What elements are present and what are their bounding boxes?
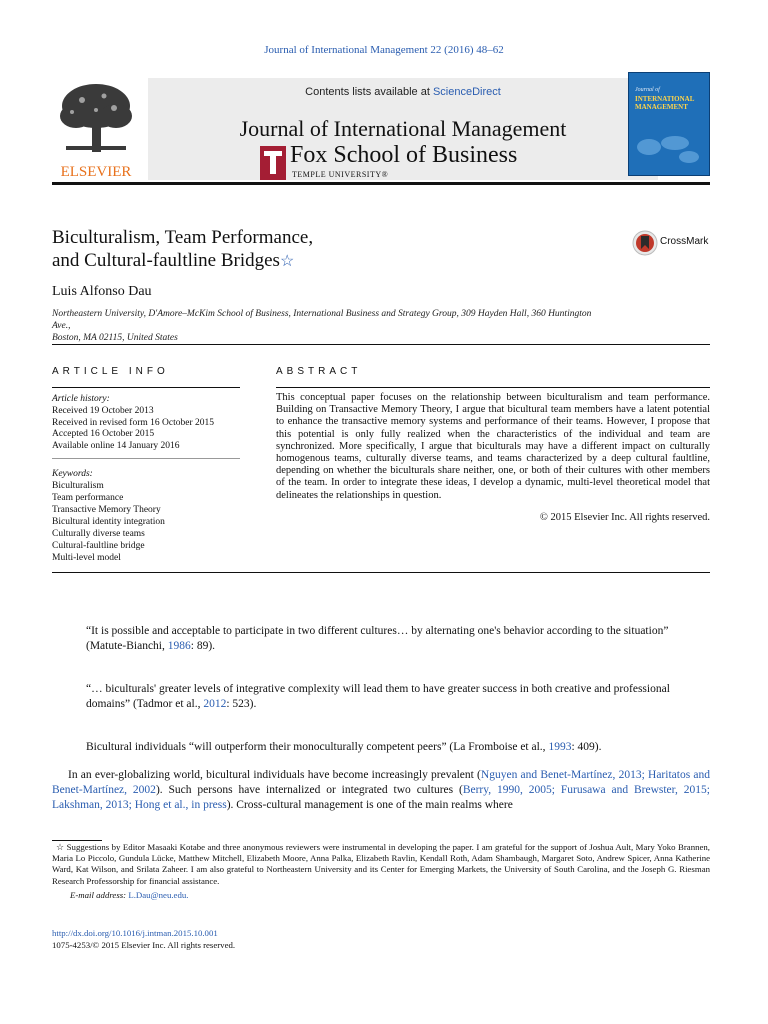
school-name: Fox School of Business (290, 142, 518, 168)
keyword-item: Biculturalism (52, 481, 104, 491)
elsevier-logo (52, 80, 140, 180)
abstract-text: This conceptual paper focuses on the relationship between biculturalism and team performance. Building on Transactive Memory Theory, I argue that bicultural team members have a latent potential to enhance the transactive memory systems and performance of their teams. However, I propose that this potential is only fully realized when the characteristics of the individual and team are synchronized. More specifically, I argue that biculturals may have a different impact on culturally homogenous teams, culturally diverse teams, and teams characterized by a deep cultural faultline, depending on whether the biculturals share neither, one, or both of their cultures with other members of the team. In order to integrate these ideas, I develop a dynamic, multi-level theoretical model that delineates the relationships in question. (276, 392, 710, 501)
citation-link[interactable]: 1993 (548, 741, 572, 753)
doi-link[interactable]: http://dx.doi.org/10.1016/j.intman.2015.10.001 (52, 928, 218, 938)
journal-title: Journal of International Management (239, 116, 567, 141)
history-rule (52, 458, 240, 459)
abstract-heading-rule (276, 387, 710, 388)
epigraph-quote: “It is possible and acceptable to participate in two different cultures… by alternating one's behavior according to the situation” (Matute-Bianchi, 1986: 89). (86, 625, 669, 652)
fox-school-logo (260, 142, 560, 186)
article-info-heading: ARTICLE INFO (52, 366, 169, 377)
article-history: Article history: Received 19 October 2013 Received in revised form 16 October 2015 Accepted 16 October 2015 Available online 14 January 2016 (52, 394, 252, 453)
crossmark-icon (632, 230, 658, 256)
issn-copyright: 1075-4253/© 2015 Elsevier Inc. All rights reserved. (52, 940, 236, 950)
history-item: Available online 14 January 2016 (52, 441, 180, 452)
contents-availability: Contents lists available at ScienceDirect (305, 86, 501, 98)
sciencedirect-link[interactable]: ScienceDirect (432, 86, 501, 98)
article-title: Biculturalism, Team Performance, and Cultural-faultline Bridges☆ (52, 227, 314, 271)
footnote-rule (52, 840, 102, 841)
acknowledgement-footnote: ☆ Suggestions by Editor Masaaki Kotabe and three anonymous reviewers were instrumental in developing the paper. I am grateful for the support of Joshua Ault, Mary Yoko Brannen, Maria Lo Piccolo, Gundula Lücke, Matthew Mitchell, Elizabeth Moore, Anna Palka, Elizabeth Ravlin, Kendall Roth, Adam Shambaugh, Margaret Soto, Andrew Spicer, Anna Katherine Ward, Kat Wilson, and Srilata Zaheer. I am also grateful to Northeastern University and its Center for Emerging Markets, the University of South Carolina, and the Joseph G. Riesman Research Professorship for financial assistance. (52, 842, 711, 886)
keyword-item: Transactive Memory Theory (52, 505, 161, 515)
author-email-line: E-mail address: L.Dau@neu.edu. (70, 890, 189, 900)
keywords-list: Keywords: Biculturalism Team performance Transactive Memory Theory Bicultural identity integration Culturally diverse teams Cultural-faultline bridge Multi-level model (52, 468, 252, 564)
journal-cover-thumbnail[interactable]: Journal of INTERNATIONAL MANAGEMENT (628, 72, 710, 176)
keyword-item: Culturally diverse teams (52, 529, 145, 539)
citation-link[interactable]: Nguyen and Benet-Martínez, 2013; Haritatos and Benet-Martínez, 2002 (52, 769, 710, 796)
section-rule (52, 344, 710, 345)
temple-t-icon (260, 146, 286, 180)
journal-reference-link[interactable]: Journal of International Management 22 (2016) 48–62 (264, 44, 504, 56)
author-affiliation: Northeastern University, D'Amore–McKim School of Business, International Business and Strategy Group, 309 Hayden Hall, 360 Huntington Ave., Boston, MA 02115, United States (52, 309, 592, 343)
keyword-item: Multi-level model (52, 553, 121, 563)
keyword-item: Bicultural identity integration (52, 517, 165, 527)
keyword-item: Team performance (52, 493, 124, 503)
section-rule-bottom (52, 572, 710, 573)
elsevier-wordmark: ELSEVIER (60, 164, 132, 180)
abstract-copyright: © 2015 Elsevier Inc. All rights reserved. (539, 512, 710, 523)
history-item: Received in revised form 16 October 2015 (52, 417, 214, 428)
keyword-item: Cultural-faultline bridge (52, 541, 145, 551)
email-link[interactable]: L.Dau@neu.edu. (128, 890, 189, 900)
contents-banner (148, 78, 658, 180)
citation-link[interactable]: 2012 (203, 698, 227, 710)
epigraph-quote: “… biculturals' greater levels of integrative complexity will lead them to have greater success in both creative and professional domains” (Tadmor et al., 2012: 523). (86, 683, 670, 710)
citation-link[interactable]: Berry, 1990, 2005; Furusawa and Brewster, 2015; Lakshman, 2013; Hong et al., in press (52, 784, 710, 811)
history-item: Accepted 16 October 2015 (52, 429, 155, 440)
epigraph-quote: Bicultural individuals “will outperform their monoculturally competent peers” (La Fromboise et al., 1993: 409). (86, 741, 602, 753)
crossmark-badge[interactable]: CrossMark (632, 230, 712, 256)
masthead-rule (52, 182, 710, 185)
history-item: Received 19 October 2013 (52, 405, 154, 416)
body-paragraph: In an ever-globalizing world, bicultural individuals have become increasingly prevalent (Nguyen and Benet-Martínez, 2013; Haritatos and Benet-Martínez, 2002). Such persons have internalized or integrated two cultures (Berry, 1990, 2005; Furusawa and Brewster, 2015; Lakshman, 2013; Hong et al., in press). Cross-cultural management is one of the main realms where (52, 769, 710, 811)
info-heading-rule (52, 387, 240, 388)
title-footnote-mark[interactable]: ☆ (279, 253, 295, 270)
abstract-heading: ABSTRACT (276, 366, 362, 377)
cover-map-icon (629, 129, 709, 169)
school-subtitle: TEMPLE UNIVERSITY® (292, 170, 389, 179)
citation-link[interactable]: 1986 (167, 640, 191, 652)
author-name: Luis Alfonso Dau (52, 284, 152, 299)
masthead (52, 72, 712, 180)
